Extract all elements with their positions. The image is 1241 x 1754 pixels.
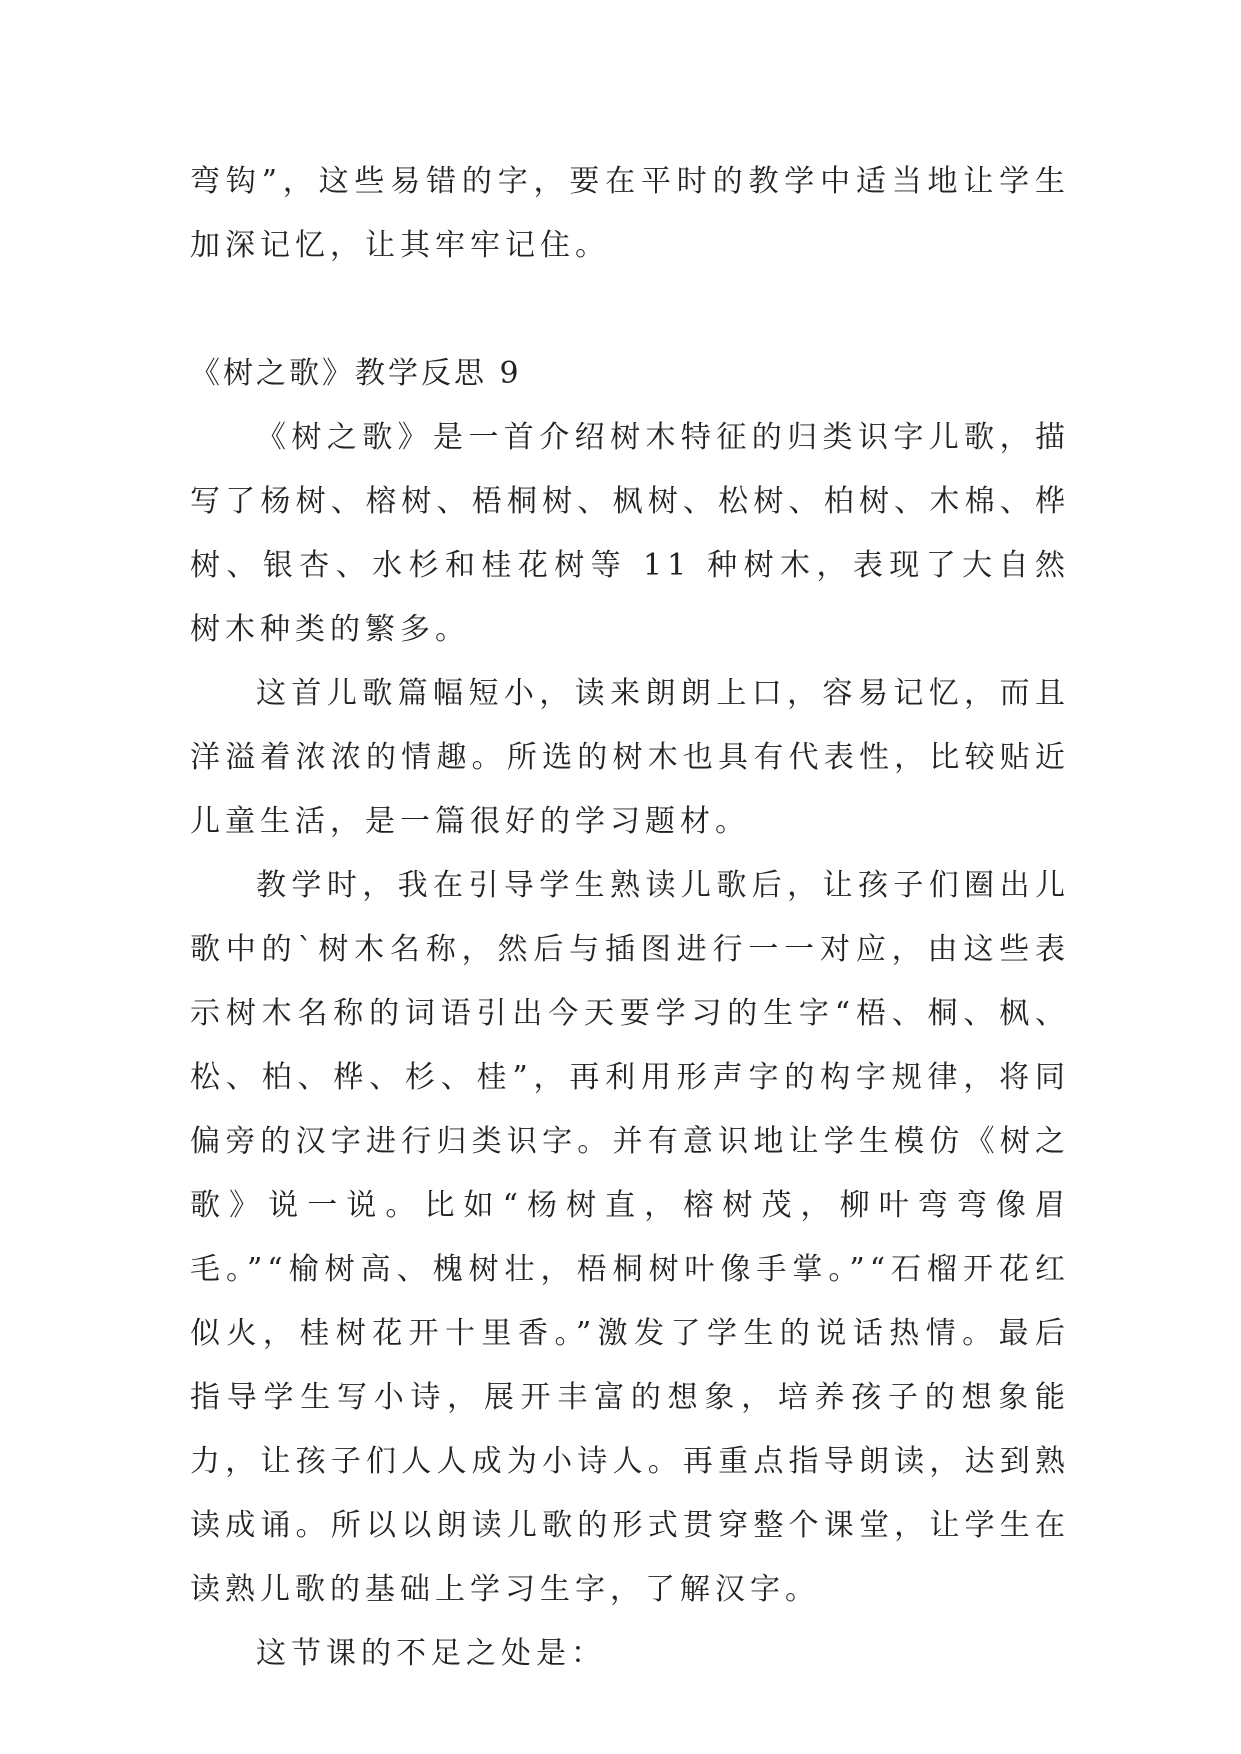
- document-body: [190, 150, 1070, 1686]
- body-paragraph-4: 这节课的不足之处是：: [256, 1636, 606, 1671]
- body-paragraph-1: 《树之歌》是一首介绍树木特征的归类识字儿歌，描写了杨树、榕树、梧桐树、枫树、松树、柏树、木棉、桦树、银杏、水杉和桂花树等 11 种树木，表现了大自然树木种类的繁多。: [190, 420, 1070, 647]
- body-paragraph-3: 教学时，我在引导学生熟读儿歌后，让孩子们圈出儿歌中的`树木名称，然后与插图进行一一对应，由这些表示树木名称的词语引出今天要学习的生字“梧、桐、枫、松、柏、桦、杉、桂”，再利用形声字的构字规律，将同偏旁的汉字进行归类识字。并有意识地让学生模仿《树之歌》说一说。比如“杨树直，榕树茂，柳叶弯弯像眉毛。”“榆树高、槐树壮，梧桐树叶像手掌。”“石榴开花红似火，桂树花开十里香。”激发了学生的说话热情。最后指导学生写小诗，展开丰富的想象，培养孩子的想象能力，让孩子们人人成为小诗人。再重点指导朗读，达到熟读成诵。所以以朗读儿歌的形式贯穿整个课堂，让学生在读熟儿歌的基础上学习生字，了解汉字。: [190, 868, 1070, 1607]
- body-paragraph-2: 这首儿歌篇幅短小，读来朗朗上口，容易记忆，而且洋溢着浓浓的情趣。所选的树木也具有代表性，比较贴近儿童生活，是一篇很好的学习题材。: [190, 676, 1070, 839]
- section-title: 《树之歌》教学反思 9: [190, 356, 522, 391]
- paragraph-spacer: [190, 278, 1070, 342]
- continuation-paragraph: 弯钩”，这些易错的字，要在平时的教学中适当地让学生加深记忆，让其牢牢记住。: [190, 164, 1070, 263]
